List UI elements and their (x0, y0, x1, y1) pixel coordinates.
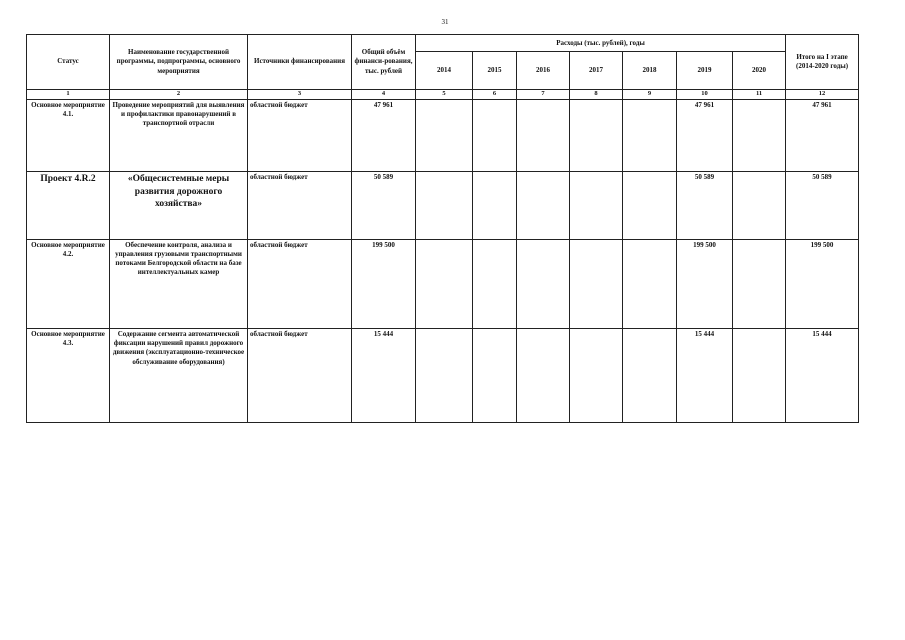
column-number: 3 (248, 89, 352, 99)
row-total: 47 961 (352, 100, 416, 172)
header-status: Статус (27, 35, 110, 90)
header-year: 2016 (517, 52, 570, 90)
row-stage-total: 199 500 (786, 239, 859, 329)
financing-table (26, 34, 859, 423)
row-source: областной бюджет (248, 100, 352, 172)
row-year-2019: 47 961 (677, 100, 733, 172)
row-name: Обеспечение контроля, анализа и управления грузовыми транспортными потоками Белгородской области на базе интеллектуальных камер (110, 239, 248, 329)
row-name: Проведение мероприятий для выявления и профилактики правонарушений в транспортной отрасли (110, 100, 248, 172)
header-year: 2019 (677, 52, 733, 90)
row-stage-total: 50 589 (786, 172, 859, 239)
row-status: Основное мероприятие 4.3. (27, 329, 110, 423)
row-stage-total: 47 961 (786, 100, 859, 172)
row-year-2019: 199 500 (677, 239, 733, 329)
column-number: 8 (570, 89, 623, 99)
header-sources: Источники финансирования (248, 35, 352, 90)
header-total: Общий объём финанси-рования, тыс. рублей (352, 35, 416, 90)
row-total: 15 444 (352, 329, 416, 423)
header-year: 2020 (733, 52, 786, 90)
table-row (27, 172, 859, 239)
row-year-2019: 50 589 (677, 172, 733, 239)
row-source: областной бюджет (248, 329, 352, 423)
header-year: 2017 (570, 52, 623, 90)
header-year: 2014 (416, 52, 473, 90)
table-row (27, 100, 859, 172)
column-number: 6 (473, 89, 517, 99)
page-number: 31 (441, 18, 449, 26)
header-year: 2015 (473, 52, 517, 90)
column-number: 9 (623, 89, 677, 99)
row-status: Основное мероприятие 4.1. (27, 100, 110, 172)
row-year-2019: 15 444 (677, 329, 733, 423)
column-number: 1 (27, 89, 110, 99)
row-source: областной бюджет (248, 239, 352, 329)
row-stage-total: 15 444 (786, 329, 859, 423)
column-number: 11 (733, 89, 786, 99)
column-number: 2 (110, 89, 248, 99)
column-number: 5 (416, 89, 473, 99)
header-name: Наименование государственной программы, подпрограммы, основного мероприятия (110, 35, 248, 90)
row-status: Проект 4.R.2 (27, 172, 110, 239)
table-row (27, 329, 859, 423)
column-number: 10 (677, 89, 733, 99)
column-number: 4 (352, 89, 416, 99)
row-total: 199 500 (352, 239, 416, 329)
row-status: Основное мероприятие 4.2. (27, 239, 110, 329)
column-number-row (27, 89, 859, 99)
header-expenses: Расходы (тыс. рублей), годы (416, 35, 786, 52)
row-name: «Общесистемные меры развития дорожного хозяйства» (110, 172, 248, 239)
table-row (27, 239, 859, 329)
header-stage-total: Итого на I этапе (2014-2020 годы) (786, 35, 859, 90)
header-year: 2018 (623, 52, 677, 90)
row-source: областной бюджет (248, 172, 352, 239)
row-name: Содержание сегмента автоматической фиксации нарушений правил дорожного движения (эксплуатационно-техническое обслуживание оборудования) (110, 329, 248, 423)
column-number: 12 (786, 89, 859, 99)
row-total: 50 589 (352, 172, 416, 239)
column-number: 7 (517, 89, 570, 99)
